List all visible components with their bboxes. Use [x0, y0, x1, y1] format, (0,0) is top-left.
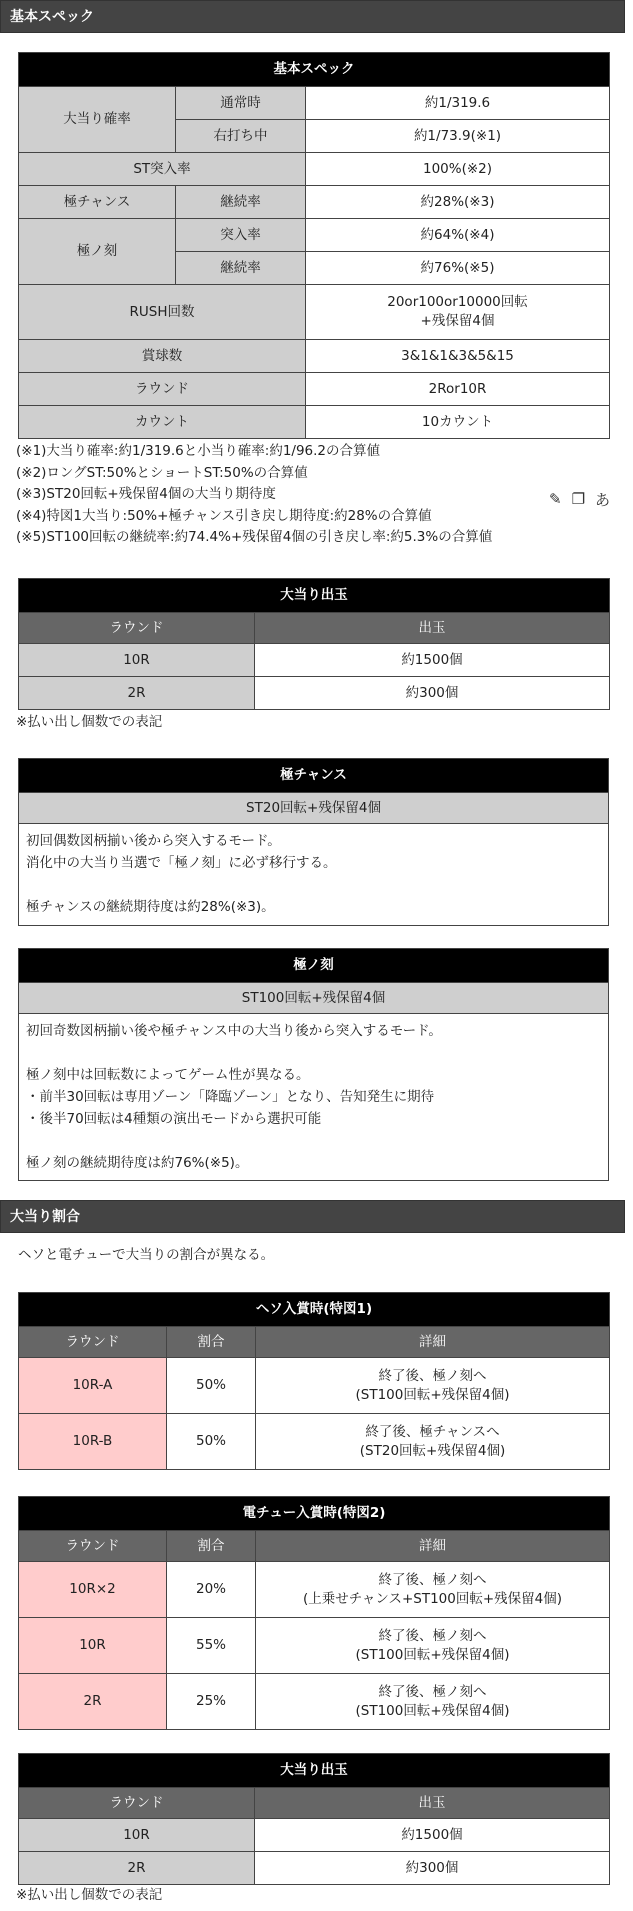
denchu-row-ratio: 55%: [167, 1618, 256, 1674]
koku-cont-value: 約76%(※5): [306, 252, 610, 285]
payout-1-col-round: ラウンド: [19, 613, 255, 644]
koku-desc: 初回奇数図柄揃い後や極チャンス中の大当り後から突入するモード。 極ノ刻中は回転数によってゲーム性が異なる。 ・前半30回転は専用ゾーン「降臨ゾーン」となり、告知発生に期待 ・後半70回転は4種類の演出モードから選択可能 極ノ刻の継続期待度は約76%(※5)。: [19, 1014, 609, 1181]
payout-table-1: [18, 578, 610, 710]
kiwami-cont-value: 約28%(※3): [306, 186, 610, 219]
payout-2-round: 2R: [19, 1852, 255, 1885]
normal-value: 約1/319.6: [306, 87, 610, 120]
kiwami-table: [18, 758, 609, 926]
payout-2-col-round: ラウンド: [19, 1788, 255, 1819]
translate-icon[interactable]: あ: [595, 490, 611, 509]
denchu-col-ratio: 割合: [167, 1531, 256, 1562]
normal-label: 通常時: [176, 87, 306, 120]
spec-table: [18, 52, 610, 439]
right-value: 約1/73.9(※1): [306, 120, 610, 153]
heso-row-ratio: 50%: [167, 1358, 256, 1414]
note-3: (※3)ST20回転+残保留4個の大当り期待度: [16, 486, 276, 502]
floating-toolbar: [549, 488, 633, 510]
koku-label: 極ノ刻: [19, 219, 176, 285]
note-4: (※4)特図1大当り:50%+極チャンス引き戻し期待度:約28%の合算値: [16, 507, 432, 524]
payout-2-out: 約1500個: [255, 1819, 610, 1852]
payout-1-round: 10R: [19, 644, 255, 677]
heso-col-detail: 詳細: [256, 1327, 610, 1358]
heso-table: [18, 1292, 610, 1470]
koku-cont-label: 継続率: [176, 252, 306, 285]
koku-table: [18, 948, 609, 1181]
denchu-col-round: ラウンド: [19, 1531, 167, 1562]
kiwami-cont-label: 継続率: [176, 186, 306, 219]
payout-2-title: 大当り出玉: [19, 1754, 610, 1788]
heso-title: ヘソ入賞時(特図1): [19, 1293, 610, 1327]
koku-entry-label: 突入率: [176, 219, 306, 252]
kiwami-label: 極チャンス: [19, 186, 176, 219]
pencil-icon[interactable]: ✎: [549, 490, 562, 508]
prize-label: 賞球数: [19, 340, 306, 373]
koku-title: 極ノ刻: [19, 949, 609, 983]
copy-icon[interactable]: ❐: [571, 490, 586, 508]
denchu-row-ratio: 20%: [167, 1562, 256, 1618]
payout-2-col-out: 出玉: [255, 1788, 610, 1819]
rush-label: RUSH回数: [19, 285, 306, 340]
kiwami-sub: ST20回転+残保留4個: [19, 793, 609, 824]
st-value: 100%(※2): [306, 153, 610, 186]
round-label: ラウンド: [19, 373, 306, 406]
koku-sub: ST100回転+残保留4個: [19, 983, 609, 1014]
denchu-row-detail: 終了後、極ノ刻へ (ST100回転+残保留4個): [256, 1618, 610, 1674]
payout-1-title: 大当り出玉: [19, 579, 610, 613]
note-1: (※1)大当り確率:約1/319.6と小当り確率:約1/96.2の合算値: [16, 443, 381, 459]
heso-row-round: 10R-B: [19, 1414, 167, 1470]
payout-2-out: 約300個: [255, 1852, 610, 1885]
heso-col-ratio: 割合: [167, 1327, 256, 1358]
denchu-row-detail: 終了後、極ノ刻へ (ST100回転+残保留4個): [256, 1674, 610, 1730]
payout-1-col-out: 出玉: [255, 613, 610, 644]
count-value: 10カウント: [306, 406, 610, 439]
right-label: 右打ち中: [176, 120, 306, 153]
payout-table-2: [18, 1753, 610, 1885]
payout-2-round: 10R: [19, 1819, 255, 1852]
denchu-title: 電チュー入賞時(特図2): [19, 1497, 610, 1531]
denchu-row-round: 10R: [19, 1618, 167, 1674]
big-hit-prob-label: 大当り確率: [19, 87, 176, 153]
payout-1-out: 約1500個: [255, 644, 610, 677]
heso-row-detail: 終了後、極チャンスへ (ST20回転+残保留4個): [256, 1414, 610, 1470]
prize-value: 3&1&1&3&5&15: [306, 340, 610, 373]
denchu-col-detail: 詳細: [256, 1531, 610, 1562]
kiwami-title: 極チャンス: [19, 759, 609, 793]
payout-1-round: 2R: [19, 677, 255, 710]
rush-value: 20or100or10000回転 +残保留4個: [306, 285, 610, 340]
count-label: カウント: [19, 406, 306, 439]
note-5: (※5)ST100回転の継続率:約74.4%+残保留4個の引き戻し率:約5.3%の合算値: [16, 529, 493, 545]
heso-row-round: 10R-A: [19, 1358, 167, 1414]
kiwami-desc: 初回偶数図柄揃い後から突入するモード。 消化中の大当り当選で「極ノ刻」に必ず移行する。 極チャンスの継続期待度は約28%(※3)。: [19, 824, 609, 926]
st-label: ST突入率: [19, 153, 306, 186]
heso-row-detail: 終了後、極ノ刻へ (ST100回転+残保留4個): [256, 1358, 610, 1414]
round-value: 2Ror10R: [306, 373, 610, 406]
heso-col-round: ラウンド: [19, 1327, 167, 1358]
spec-table-title: 基本スペック: [19, 53, 610, 87]
section-header-spec: 基本スペック: [0, 0, 625, 33]
denchu-row-ratio: 25%: [167, 1674, 256, 1730]
payout-1-out: 約300個: [255, 677, 610, 710]
koku-entry-value: 約64%(※4): [306, 219, 610, 252]
heso-row-ratio: 50%: [167, 1414, 256, 1470]
payout-1-note: ※払い出し個数での表記: [16, 714, 163, 730]
payout-2-note: ※払い出し個数での表記: [16, 1887, 163, 1903]
spec-notes: [16, 441, 616, 549]
ratio-intro: ヘソと電チューで大当りの割合が異なる。: [18, 1247, 275, 1263]
denchu-table: [18, 1496, 610, 1730]
denchu-row-detail: 終了後、極ノ刻へ (上乗せチャンス+ST100回転+残保留4個): [256, 1562, 610, 1618]
denchu-row-round: 10R×2: [19, 1562, 167, 1618]
section-header-ratio: 大当り割合: [0, 1200, 625, 1233]
note-2: (※2)ロングST:50%とショートST:50%の合算値: [16, 464, 308, 481]
denchu-row-round: 2R: [19, 1674, 167, 1730]
